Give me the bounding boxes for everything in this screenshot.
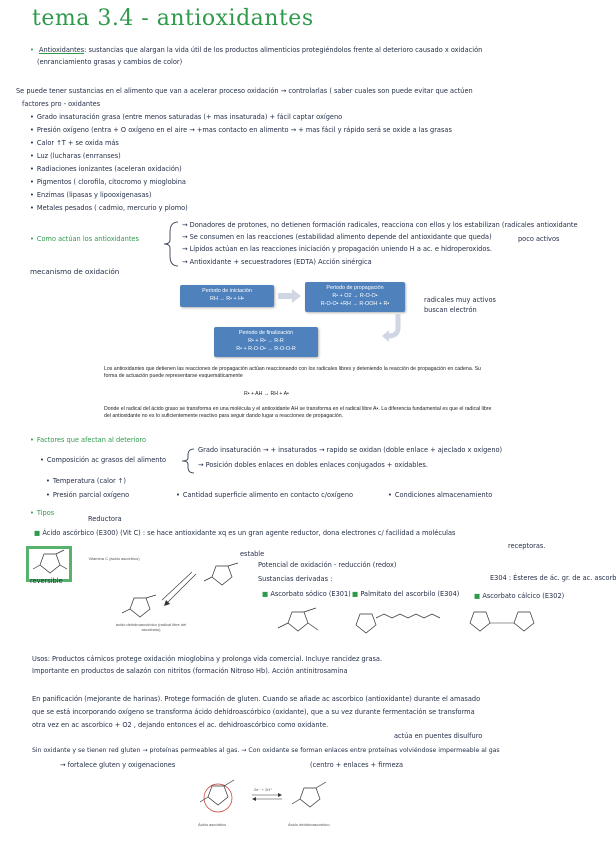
deriv-2-text: Palmitato del ascorbilo (E304) (360, 590, 460, 598)
arrow-curve-icon (380, 314, 404, 342)
factor-composicion (40, 457, 166, 465)
deriv-3-text: Ascorbato cálcico (E302) (482, 592, 565, 600)
box-propagacion (305, 282, 405, 312)
dehydroascorbic-structure (286, 776, 338, 820)
eq-mid: 2e⁻ + 2H⁺ (254, 787, 273, 792)
tipos-acido-text: Ácido ascórbico (E300) (Vit C) : se hace antioxidante xq es un gran agente reductor, dona electrones c/ facilidad a moléculas (42, 529, 456, 537)
mecanismo-note: radicales muy activos buscan electrón (424, 296, 496, 314)
mecanismo-label: mecanismo de oxidación (30, 267, 120, 276)
arrow-right-icon (278, 288, 302, 304)
ascorbic-acid-structure (194, 774, 246, 822)
prooxidant-item-text: Grado insaturación grasa (entre menos saturadas (+ mas insaturada) + fácil captar oxígeno (36, 113, 343, 121)
mecanismo-paragraph-1: Los antioxidantes que detienen las reacciones de propagación actúan reaccionando con los radicales libres y deteniendo la reacción de propagación en cadena. Su forma de actuación puede representarse esquemáticamente (104, 366, 481, 380)
tipos-acido-line: ■ Ácido ascórbico (E300) (Vit C) : se hace antioxidante xq es un gran agente reductor, dona electrones c/ facilidad a moléculas (34, 529, 456, 537)
prooxidant-item-text: Enzimas (lipasas y lipooxigenasas) (36, 190, 152, 199)
como-actuan-line-2: → Se consumen en las reacciones (estabilidad alimento depende del antioxidante que queda) (182, 233, 492, 241)
factor-temperatura-text: Temperatura (calor ↑) (52, 477, 126, 485)
deriv-1-text: Ascorbato sódico (E301) (270, 590, 351, 598)
como-line-text-3: Lípidos actúan en las reacciones iniciación y propagación uniendo H a ac. e hidroperoxidos. (189, 245, 492, 253)
prooxidant-item (30, 140, 452, 148)
prooxidant-item-text: Radiaciones ionizantes (aceleran oxidación) (36, 164, 182, 173)
como-line-text-1: Donadores de protones, no detienen formación radicales, reacciona con ellos y los estabilizan (radicales antioxidante (189, 221, 578, 229)
usos-line-2: Importante en productos de salazón con nitritos (formación Nitroso Hb). Acción antinitrosamina (32, 667, 348, 675)
tipos-heading (30, 510, 54, 518)
tipos-receptoras: receptoras. (508, 542, 546, 550)
definition-term: Antioxidantes (39, 46, 85, 54)
factor-comp-2-text: Posición dobles enlaces en dobles enlaces conjugados + oxidables. (205, 461, 428, 469)
palmitato-structure (344, 606, 444, 640)
factores-heading (30, 437, 146, 445)
ascorbic-acid-label: Ácido ascórbico (198, 822, 227, 827)
page-title: tema 3.4 - antioxidantes (32, 6, 314, 31)
tipos-potencial: Potencial de oxidación - reducción (redox) (258, 561, 397, 569)
factor-cantidad (176, 492, 353, 500)
tipos-esteres: E304 : Ésteres de ác. gr. de ac. ascorb (490, 574, 616, 582)
prooxidant-item (30, 192, 452, 200)
box-iniciacion-eq: RH → R• + H• (210, 296, 244, 302)
usos-line-6: actúa en puentes disulfuro (394, 732, 483, 740)
box-iniciacion-title: Periodo de iniciación (202, 288, 252, 294)
prooxidant-item (30, 153, 452, 161)
deriv-3: ■ Ascorbato cálcico (E302) (474, 592, 565, 600)
ascorbate-structure (200, 560, 246, 594)
prooxidant-item-text: Calor ↑T + se oxida más (36, 138, 119, 147)
factor-comp-2: → Posición dobles enlaces en dobles enlaces conjugados + oxidables. (198, 461, 428, 469)
box-propagacion-eq: R• + O2 → R-O-O• R-O-O• +RH → R-OOH + R• (320, 293, 390, 307)
usos-line-7: Sin oxidante y se tienen red gluten → proteínas permeables al gas. → Con oxidante se forman enlaces entre proteínas volviéndose impermeable al gas (32, 747, 500, 754)
equilibrium-arrows-icon (160, 572, 200, 608)
prooxidant-item (30, 127, 452, 135)
vitc-label: Vitamina C (ácido ascórbico) (88, 556, 140, 561)
prooxidant-intro: Se puede tener sustancias en el alimento que van a acelerar proceso oxidación → controlarlas ( saber cuales son puede evitar que actúen (16, 87, 473, 95)
dehydro-structure (118, 592, 164, 624)
definition-line-1 (30, 47, 482, 55)
usos-line-1: Usos: Productos cárnicos protege oxidación mioglobina y prolonga vida comercial. Incluye rancidez grasa. (32, 655, 383, 663)
como-actuan-side-note: poco activos (518, 235, 560, 243)
usos-line-9: (centro + enlaces + firmeza (310, 761, 404, 769)
mecanismo-paragraph-2: Donde el radical del ácido graso se transforma en una molécula y el antioxidante AH se transforma en el radical libre A•. La diferencia fundamental es que el radical libre del antioxidante no es lo suficientemente reactivo para seguir dando lugar a reacciones de propagación. (104, 406, 492, 420)
box-iniciacion (180, 285, 274, 307)
usos-line-3: En panificación (mejorante de harinas). Protege formación de gluten. Cuando se añade ac ascorbico (antioxidante) durante el amasado (32, 695, 481, 703)
factor-condiciones-text: Condiciones almacenamiento (394, 491, 493, 499)
factor-cantidad-text: Cantidad superficie alimento en contacto c/oxígeno (182, 491, 354, 499)
prooxidant-item (30, 114, 452, 122)
box-propagacion-title: Periodo de propagación (326, 285, 384, 291)
como-line-text-4: Antioxidante + secuestradores (EDTA) Acción sinérgica (189, 258, 372, 266)
como-actuan-text: Como actúan los antioxidantes (36, 235, 139, 243)
equilibrium-arrow-icon (250, 792, 284, 802)
como-actuan-line-4: → Antioxidante + secuestradores (EDTA) Acción sinérgica (182, 258, 372, 266)
factor-presion-text: Presión parcial oxígeno (52, 491, 130, 499)
mecanismo-equation: R• + AH → RH + A• (244, 391, 289, 397)
prooxidant-item (30, 205, 452, 213)
brace-icon (162, 220, 182, 268)
prooxidant-heading: factores pro - oxidantes (22, 100, 101, 108)
prooxidant-item (30, 179, 452, 187)
como-actuan-line-1: → Donadores de protones, no detienen formación radicales, reacciona con ellos y los estabilizan (radicales antioxidante (182, 221, 578, 229)
como-actuan-line-3: → Lípidos actúan en las reacciones iniciación y propagación uniendo H a ac. e hidroperoxidos. (182, 245, 492, 253)
tipos-reductora: Reductora (88, 515, 122, 523)
usos-line-8: → fortalece gluten y oxigenaciones (60, 761, 176, 769)
factor-presion (46, 492, 129, 500)
ascorbato-calcico-structure (466, 604, 546, 644)
factor-comp-1: Grado insaturación → + insaturados → rapido se oxidan (doble enlace + ajeclado x oxígeno) (198, 446, 503, 454)
box-finalizacion-title: Periodo de finalización (238, 330, 294, 336)
box-finalizacion-eq: R• + R• → R-R R• + R-O-O• → R-O-O-R (236, 338, 296, 352)
definition-line-2: (enranciamiento grasas y cambios de color) (37, 58, 183, 66)
factor-temperatura (46, 478, 126, 486)
prooxidant-item-text: Presión oxígeno (entra + O oxígeno en el aire → +mas contacto en alimento → + mas fácil y rápido será se oxide a las grasas (36, 125, 452, 134)
box-finalizacion (214, 327, 318, 357)
factor-composicion-text: Composición ac grasos del alimento (46, 456, 167, 464)
tipos-heading-text: Tipos (36, 509, 55, 517)
brace-icon-2 (180, 448, 198, 474)
usos-line-4: que se está incorporando oxígeno se transforma ácido dehidroascórbico (oxidante), que a su vez durante fermentación se transforma (32, 708, 475, 716)
ascorbato-sodico-structure (270, 604, 330, 644)
como-actuan-label (30, 236, 139, 244)
prooxidant-item-text: Metales pesados ( cadmio, mercurio y plomo) (36, 203, 188, 212)
prooxidant-item (30, 166, 452, 174)
prooxidant-item-text: Pigmentos ( clorofila, citocromo y mioglobina (36, 177, 186, 186)
factores-heading-text: Factores que afectan al deterioro (36, 436, 147, 444)
como-line-text-2: Se consumen en las reacciones (estabilidad alimento depende del antioxidante que queda) (189, 233, 492, 241)
tipos-estable: estable (240, 550, 265, 558)
usos-line-5: otra vez en ac ascorbico + O2 , dejando entonces el ac. dehidroascórbico como oxidante. (32, 721, 329, 729)
dehydro-label: ácido dehidroascórbico (radical libre del ascorbato) (115, 622, 187, 632)
dehydroascorbic-label: Ácido dehidroascórbico (288, 822, 330, 827)
definition-text: : sustancias que alargan la vida útil de los productos alimenticios protegiéndolos frente al deterioro causado x oxidación (84, 46, 483, 54)
deriv-2: ■ Palmitato del ascorbilo (E304) (352, 590, 460, 598)
prooxidant-list (30, 114, 452, 218)
prooxidant-item-text: Luz (lucharas (enrranses) (36, 151, 121, 160)
tipos-sustancias: Sustancias derivadas : (258, 575, 333, 583)
factor-condiciones (388, 492, 492, 500)
tipos-reversible: reversible (30, 577, 63, 585)
deriv-1: ■ Ascorbato sódico (E301) (262, 590, 351, 598)
